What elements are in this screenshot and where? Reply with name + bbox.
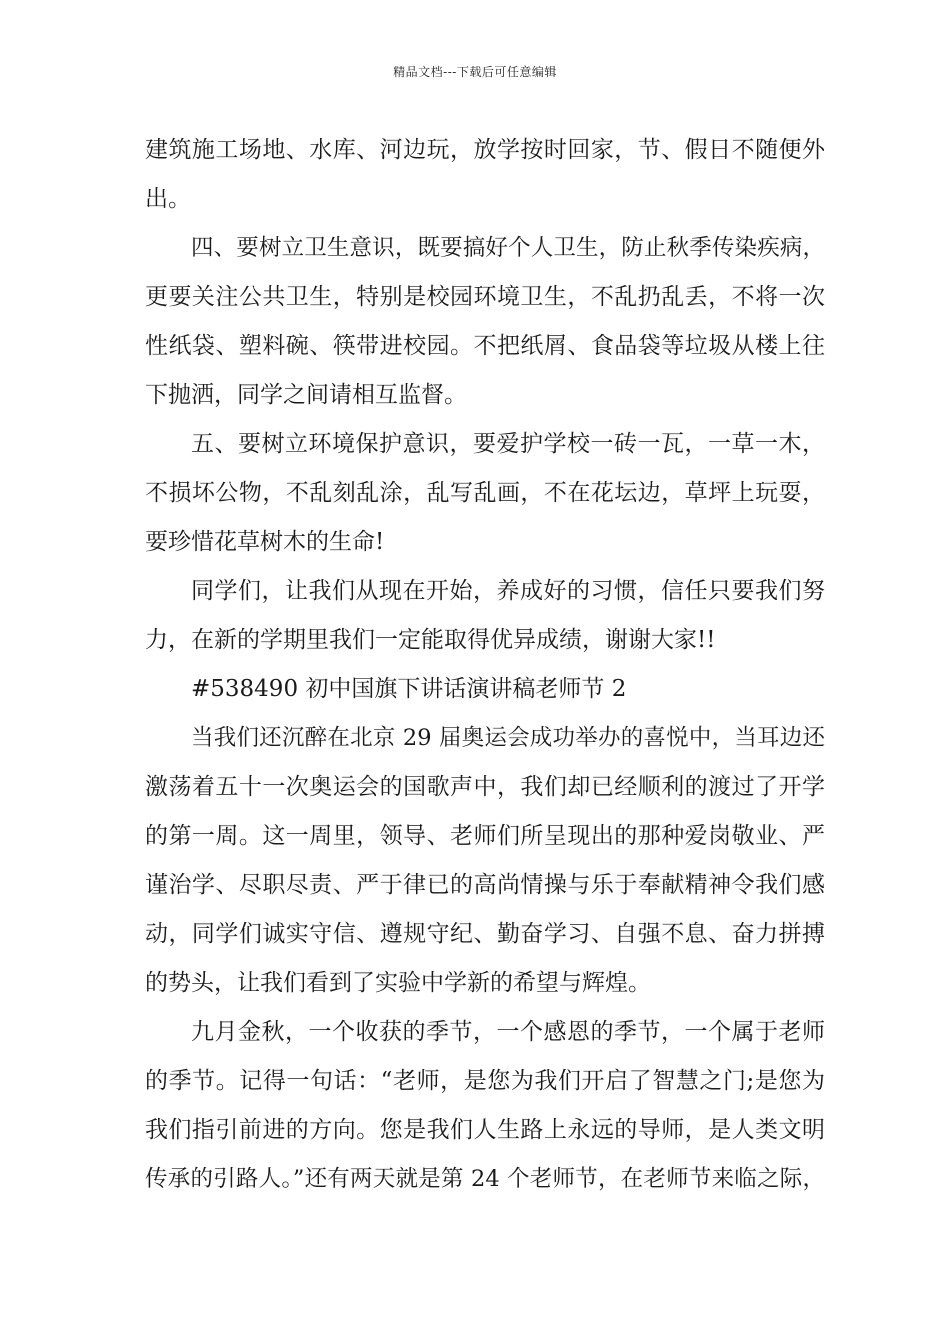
text-line: 五、要树立环境保护意识，要爱护学校一砖一瓦，一草一木， xyxy=(191,431,825,457)
text-line: 下抛洒，同学之间请相互监督。 xyxy=(145,382,467,408)
text-line: 要珍惜花草树木的生命! xyxy=(145,529,385,555)
text-line: 力，在新的学期里我们一定能取得优异成绩，谢谢大家!! xyxy=(145,627,716,653)
text-line: 更要关注公共卫生，特别是校园环境卫生，不乱扔乱丢，不将一次 xyxy=(145,284,825,310)
text-line: 的第一周。这一周里，领导、老师们所呈现出的那种爱岗敬业、严 xyxy=(145,823,825,849)
page-header: 精品文档---下载后可任意编辑 xyxy=(393,65,557,79)
text-line: 建筑施工场地、水库、河边玩，放学按时回家，节、假日不随便外 xyxy=(145,137,825,163)
text-line: 传承的引路人。”还有两天就是第 24 个老师节，在老师节来临之际， xyxy=(145,1166,825,1192)
text-line: 出。 xyxy=(145,186,191,212)
section-heading: #538490 初中国旗下讲话演讲稿老师节 2 xyxy=(191,676,627,702)
text-line: 动，同学们诚实守信、遵规守纪、勤奋学习、自强不息、奋力拼搏 xyxy=(145,921,825,947)
text-line: 的势头，让我们看到了实验中学新的希望与辉煌。 xyxy=(145,970,651,996)
text-line: 性纸袋、塑料碗、筷带进校园。不把纸屑、食品袋等垃圾从楼上往 xyxy=(145,333,825,359)
text-line: 谨治学、尽职尽责、严于律已的高尚情操与乐于奉献精神令我们感 xyxy=(145,872,825,898)
document-body xyxy=(145,126,825,1204)
text-line: 我们指引前进的方向。您是我们人生路上永远的导师，是人类文明 xyxy=(145,1117,825,1143)
text-line: 当我们还沉醉在北京 29 届奥运会成功举办的喜悦中，当耳边还 xyxy=(191,725,825,751)
text-line: 不损坏公物，不乱刻乱涂，乱写乱画，不在花坛边，草坪上玩耍， xyxy=(145,480,825,506)
text-line: 的季节。记得一句话：“老师，是您为我们开启了智慧之门;是您为 xyxy=(145,1068,825,1094)
text-line: 同学们，让我们从现在开始，养成好的习惯，信任只要我们努 xyxy=(191,578,825,604)
text-line: 四、要树立卫生意识，既要搞好个人卫生，防止秋季传染疾病， xyxy=(191,235,825,261)
text-line: 激荡着五十一次奥运会的国歌声中，我们却已经顺利的渡过了开学 xyxy=(145,774,825,800)
text-line: 九月金秋，一个收获的季节，一个感恩的季节，一个属于老师 xyxy=(191,1019,825,1045)
